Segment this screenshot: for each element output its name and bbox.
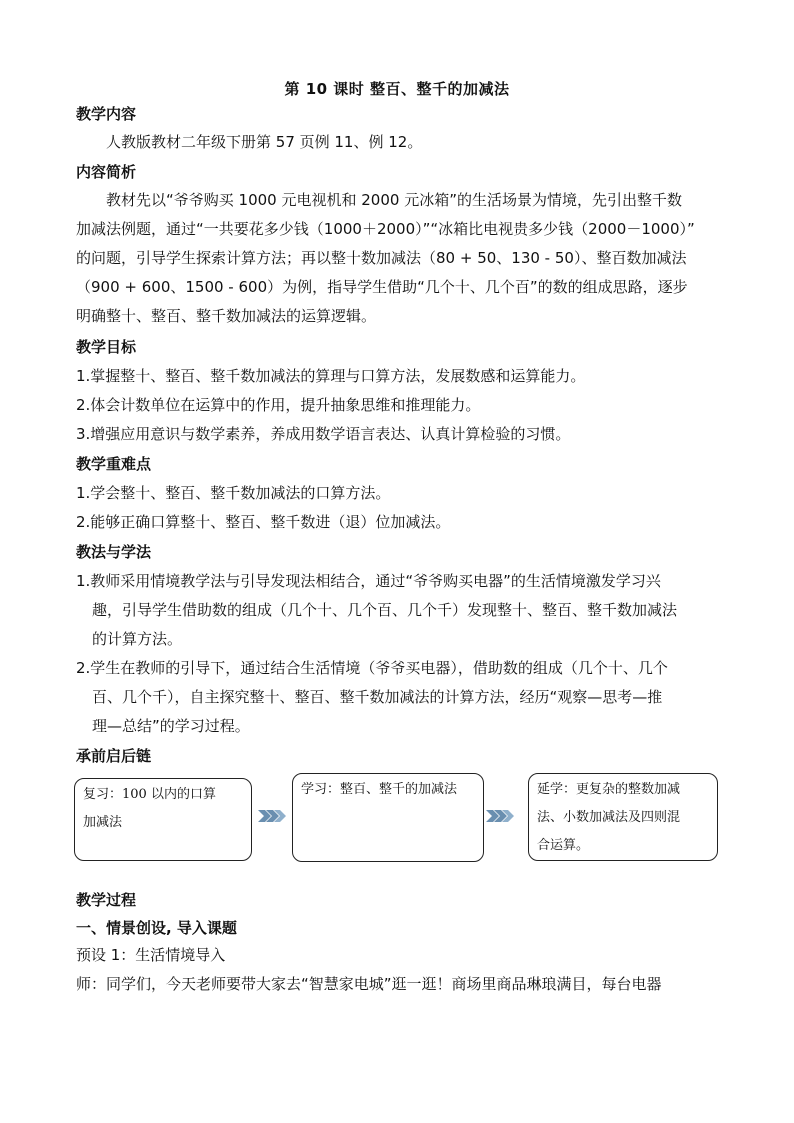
summary-line: 加减法例题，通过“一共要花多少钱（1000＋2000）”“冰箱比电视贵多少钱（2000－1000）” bbox=[76, 220, 695, 238]
goal-item: 1.掌握整十、整百、整千数加减法的算理与口算方法，发展数感和运算能力。 bbox=[76, 367, 586, 385]
goal-item: 3.增强应用意识与数学素养，养成用数学语言表达、认真计算检验的习惯。 bbox=[76, 425, 571, 443]
chain-box-current bbox=[292, 773, 484, 862]
key-point-item: 2.能够正确口算整十、整百、整千数进（退）位加减法。 bbox=[76, 513, 451, 531]
heading-learning-chain: 承前启后链 bbox=[76, 747, 152, 765]
method-line: 的计算方法。 bbox=[92, 630, 183, 648]
teacher-line: 师：同学们，今天老师要带大家去“智慧家电城”逛一逛！商场里商品琳琅满目，每台电器 bbox=[76, 975, 662, 993]
chain-box-extension bbox=[528, 773, 718, 861]
method-line: 1.教师采用情境教学法与引导发现法相结合，通过“爷爷购买电器”的生活情境激发学习兴 bbox=[76, 572, 661, 590]
method-line: 百、几个千），自主探究整十、整百、整千数加减法的计算方法，经历“观察—思考—推 bbox=[92, 688, 663, 706]
heading-teaching-process: 教学过程 bbox=[76, 891, 137, 909]
summary-line: （900 + 600、1500 - 600）为例，指导学生借助“几个十、几个百”的数的组成思路，逐步 bbox=[76, 278, 688, 296]
double-chevron-right-icon bbox=[257, 808, 287, 824]
chain-box-line: 复习：100 以内的口算 bbox=[83, 787, 216, 802]
heading-teaching-goals: 教学目标 bbox=[76, 338, 137, 356]
chain-box-line: 学习：整百、整千的加减法 bbox=[301, 782, 458, 797]
chain-box-review bbox=[74, 778, 252, 861]
content-summary-paragraph bbox=[76, 186, 726, 331]
method-line: 2.学生在教师的引导下，通过结合生活情境（爷爷买电器），借助数的组成（几个十、几个 bbox=[76, 659, 668, 677]
method-item-1 bbox=[76, 567, 728, 654]
summary-line: 的问题，引导学生探索计算方法；再以整十数加减法（80 + 50、130 - 50）、整百数加减法 bbox=[76, 249, 687, 267]
teaching-content-text: 人教版教材二年级下册第 57 页例 11、例 12。 bbox=[106, 133, 423, 151]
key-point-item: 1.学会整十、整百、整千数加减法的口算方法。 bbox=[76, 484, 391, 502]
summary-line: 教材先以“爷爷购买 1000 元电视机和 2000 元冰箱”的生活场景为情境，先引出整千数 bbox=[106, 191, 682, 209]
chain-box-line: 合运算。 bbox=[537, 838, 590, 853]
heading-content-summary: 内容简析 bbox=[76, 163, 137, 181]
method-item-2 bbox=[76, 654, 728, 741]
method-line: 趣，引导学生借助数的组成（几个十、几个百、几个千）发现整十、整百、整千数加减法 bbox=[92, 601, 678, 619]
chain-box-line: 加减法 bbox=[83, 815, 123, 830]
double-chevron-right-icon bbox=[485, 808, 515, 824]
summary-line: 明确整十、整百、整千数加减法的运算逻辑。 bbox=[76, 307, 377, 325]
heading-methods: 教法与学法 bbox=[76, 543, 152, 561]
heading-step-1: 一、情景创设, 导入课题 bbox=[76, 919, 237, 937]
chain-box-line: 延学：更复杂的整数加减 bbox=[537, 782, 681, 797]
heading-teaching-content: 教学内容 bbox=[76, 105, 137, 123]
method-line: 理—总结”的学习过程。 bbox=[92, 717, 250, 735]
heading-key-points: 教学重难点 bbox=[76, 455, 152, 473]
lesson-title: 第 10 课时 整百、整千的加减法 bbox=[284, 80, 510, 98]
chain-box-line: 法、小数加减法及四则混 bbox=[537, 810, 681, 825]
preset-label: 预设 1：生活情境导入 bbox=[76, 946, 226, 964]
goal-item: 2.体会计数单位在运算中的作用，提升抽象思维和推理能力。 bbox=[76, 396, 481, 414]
